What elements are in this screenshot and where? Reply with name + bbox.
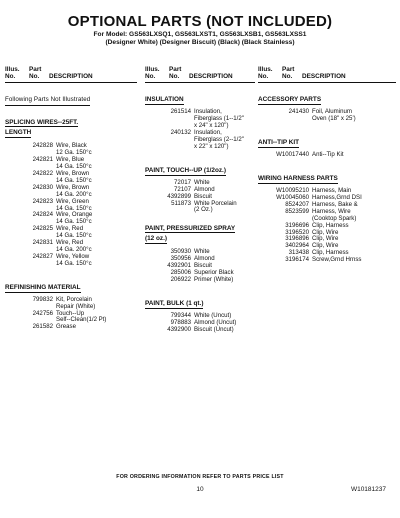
part-description: Harness, Bake & (312, 200, 358, 208)
antitip-list (258, 152, 396, 159)
part-description: Harness, Main (312, 187, 352, 195)
part-no-header: No. (282, 73, 293, 81)
part-number: 978883 (170, 318, 191, 326)
column-1 (5, 66, 137, 331)
page-title: OPTIONAL PARTS (NOT INCLUDED) (67, 13, 333, 30)
part-description: Insulation, (194, 129, 222, 137)
part-header: Part (169, 66, 182, 73)
refinishing-list (5, 297, 137, 332)
part-header: Part (29, 66, 42, 73)
part-description: (Cooktop Spark) (312, 214, 357, 222)
part-description: Repair (White) (56, 302, 96, 310)
part-row (145, 144, 255, 151)
part-number: 242827 (32, 252, 53, 260)
part-number: 242821 (32, 156, 53, 164)
part-number: W10017440 (276, 151, 309, 159)
part-description: Clip, Wire (312, 235, 339, 243)
column-header (258, 66, 396, 83)
part-description: Almond (194, 255, 215, 263)
part-header: Part (282, 66, 295, 73)
column-2 (145, 66, 255, 334)
part-description: Grease (56, 323, 76, 331)
part-number: 285006 (170, 269, 191, 277)
column-header (145, 66, 255, 83)
part-description: 14 Ga. 200°c (56, 246, 92, 253)
pressurized-list (145, 249, 255, 284)
part-description: Fiberglass (1--1/2" (194, 115, 244, 123)
part-number: 3196696 (285, 221, 309, 229)
part-description: White Porcelain (194, 199, 237, 207)
touchup-list (145, 180, 255, 215)
part-description: Insulation, (194, 108, 222, 116)
part-number (145, 207, 194, 214)
illus-header: Illus. (5, 66, 20, 73)
bulk-list (145, 313, 255, 334)
section-title-splicing (5, 119, 78, 139)
splicing-title-line1: SPLICING WIRES--25FT. (5, 119, 79, 127)
part-row (145, 327, 255, 334)
illus-no-header: No. (258, 73, 269, 81)
splicing-list (5, 143, 137, 267)
part-number: 4392901 (167, 262, 191, 270)
section-title-antitip: ANTI--TIP KIT (258, 139, 300, 147)
description-header: DESCRIPTION (302, 73, 346, 81)
part-description: Clip, Wire (312, 228, 339, 236)
part-description: Wire, Red (56, 239, 84, 247)
part-description: 14 Ga. 150°c (56, 232, 92, 240)
part-description: Wire, Brown (56, 183, 90, 191)
part-number (5, 261, 56, 268)
part-description: Self--Clean(1/2 Pt) (56, 316, 107, 324)
part-description: Wire, Black (56, 142, 87, 150)
insulation-list (145, 109, 255, 150)
part-description: White (194, 178, 210, 186)
part-number: 4392899 (167, 192, 191, 200)
section-title-touchup: PAINT, TOUCH--UP (1/2oz.) (145, 166, 226, 174)
description-header: DESCRIPTION (189, 73, 233, 81)
part-description: Wire, Yellow (56, 252, 90, 260)
part-no-header: No. (169, 73, 180, 81)
part-description: Biscuit (194, 192, 212, 200)
part-description: 14 Ga. 200°c (56, 190, 92, 198)
accessory-list (258, 109, 396, 123)
part-number: 3402964 (285, 242, 309, 250)
part-description: (2 Oz.) (194, 206, 213, 214)
part-description: x 22" x 120") (194, 142, 229, 150)
illus-no-header: No. (5, 73, 16, 81)
part-number: 242822 (32, 170, 53, 178)
part-number: 8524207 (285, 200, 309, 208)
model-list: For Model: GS563LXSQ1, GS563LXST1, GS563LXSB1, GS563LXSS1 (93, 31, 307, 38)
part-number: 350956 (170, 255, 191, 263)
part-number: 3196520 (285, 228, 309, 236)
part-description: Foil, Aluminum (312, 108, 352, 116)
pressurized-title-line1: PAINT, PRESSURIZED SPRAY (145, 225, 236, 233)
part-number: 242756 (32, 309, 53, 317)
part-description: Touch--Up (56, 309, 85, 317)
part-description: Superior Black (194, 269, 234, 277)
part-number: 242830 (32, 183, 53, 191)
part-description: 14 Ga. 150°c (56, 259, 92, 267)
illus-no-header: No. (145, 73, 156, 81)
section-title-insulation: INSULATION (145, 96, 184, 104)
section-title-pressurized (145, 225, 235, 245)
part-number: W10045060 (276, 194, 309, 202)
part-number: 206922 (170, 276, 191, 283)
part-number: 8523599 (285, 207, 309, 215)
part-description: 14 Ga. 150°c (56, 204, 92, 212)
part-description: Clip, Harness (312, 249, 349, 257)
part-number: 799832 (32, 295, 53, 303)
document-number: W10181237 (350, 486, 386, 493)
part-row (145, 277, 255, 284)
part-description: Biscuit (Uncut) (194, 325, 234, 333)
pressurized-title-line2: (12 oz.) (145, 235, 168, 243)
part-number: 240132 (170, 129, 191, 137)
part-number: 242823 (32, 197, 53, 205)
part-row (5, 324, 137, 331)
part-number (258, 116, 312, 123)
part-row (258, 152, 396, 159)
part-description: Screw,Grnd Hrnss (312, 256, 362, 264)
part-number: 242825 (32, 225, 53, 233)
part-description: Anti--Tip Kit (312, 151, 344, 159)
part-number (145, 144, 194, 151)
section-title-refinishing: REFINISHING MATERIAL (5, 283, 81, 291)
illus-header: Illus. (258, 66, 273, 73)
part-description: 12 Ga. 150°c (56, 149, 92, 157)
part-description: Primer (White) (194, 276, 234, 283)
part-number: 3196174 (285, 256, 309, 264)
description-header: DESCRIPTION (49, 73, 93, 81)
part-description: 14 Ga. 150°c (56, 163, 92, 171)
part-description: White (Uncut) (194, 311, 232, 319)
section-title-bulk: PAINT, BULK (1 qt.) (145, 299, 204, 307)
part-number: 4392900 (167, 325, 191, 333)
part-number: 261582 (32, 323, 53, 331)
section-title-harness: WIRING HARNESS PARTS (258, 175, 338, 183)
part-description: Almond (194, 185, 215, 193)
part-description: 14 Ga. 150°c (56, 176, 92, 184)
ordering-footer: FOR ORDERING INFORMATION REFER TO PARTS PRICE LIST (116, 474, 284, 480)
part-number (145, 116, 194, 123)
part-number: 261514 (170, 108, 191, 116)
part-number: 511873 (171, 199, 191, 207)
part-description: Wire, Brown (56, 170, 90, 178)
part-number: 241430 (288, 108, 309, 116)
part-row (258, 116, 396, 123)
part-description: Harness, Wire (312, 207, 351, 215)
part-description: Harness,Grnd DSI (312, 194, 362, 202)
part-description: Fiberglass (2--1/2" (194, 136, 244, 144)
part-description: Kit, Porcelain (56, 295, 92, 303)
part-description: White (194, 248, 210, 256)
harness-list (258, 188, 396, 264)
splicing-title-line2: LENGTH (5, 129, 32, 137)
part-number: 72017 (174, 178, 191, 186)
part-number: 72107 (174, 185, 191, 193)
part-number: 313438 (288, 249, 309, 257)
color-list: (Designer White) (Designer Biscuit) (Black) (Black Stainless) (105, 39, 295, 46)
column-header (5, 66, 137, 83)
part-number: 242828 (32, 142, 53, 150)
part-description: x 24" x 120") (194, 122, 229, 130)
part-number: 350930 (170, 248, 191, 256)
section-title-accessory: ACCESSORY PARTS (258, 96, 322, 104)
part-number: 3196896 (285, 235, 309, 243)
part-description: Clip, Harness (312, 221, 349, 229)
part-description: Clip, Wire (312, 242, 339, 250)
part-number (145, 137, 194, 144)
part-description: Biscuit (194, 262, 212, 270)
part-description: Wire, Blue (56, 156, 85, 164)
part-description: Wire, Red (56, 225, 84, 233)
part-row (5, 261, 137, 268)
part-row (145, 207, 255, 214)
part-number: 242831 (32, 239, 53, 247)
column-3 (258, 66, 396, 264)
illus-header: Illus. (145, 66, 160, 73)
part-description: Oven (18" x 25') (312, 115, 356, 123)
not-illustrated-note: Following Parts Not Illustrated (5, 96, 90, 106)
part-description: Almond (Uncut) (194, 318, 237, 326)
part-number: W10095210 (276, 187, 309, 195)
part-description: Wire, Orange (56, 211, 93, 219)
part-description: Wire, Green (56, 197, 89, 205)
part-number: 799344 (170, 311, 191, 319)
part-no-header: No. (29, 73, 40, 81)
part-description: 14 Ga. 150°c (56, 218, 92, 226)
part-row (258, 257, 396, 264)
part-number: 242824 (32, 211, 53, 219)
page-number: 10 (196, 486, 204, 493)
